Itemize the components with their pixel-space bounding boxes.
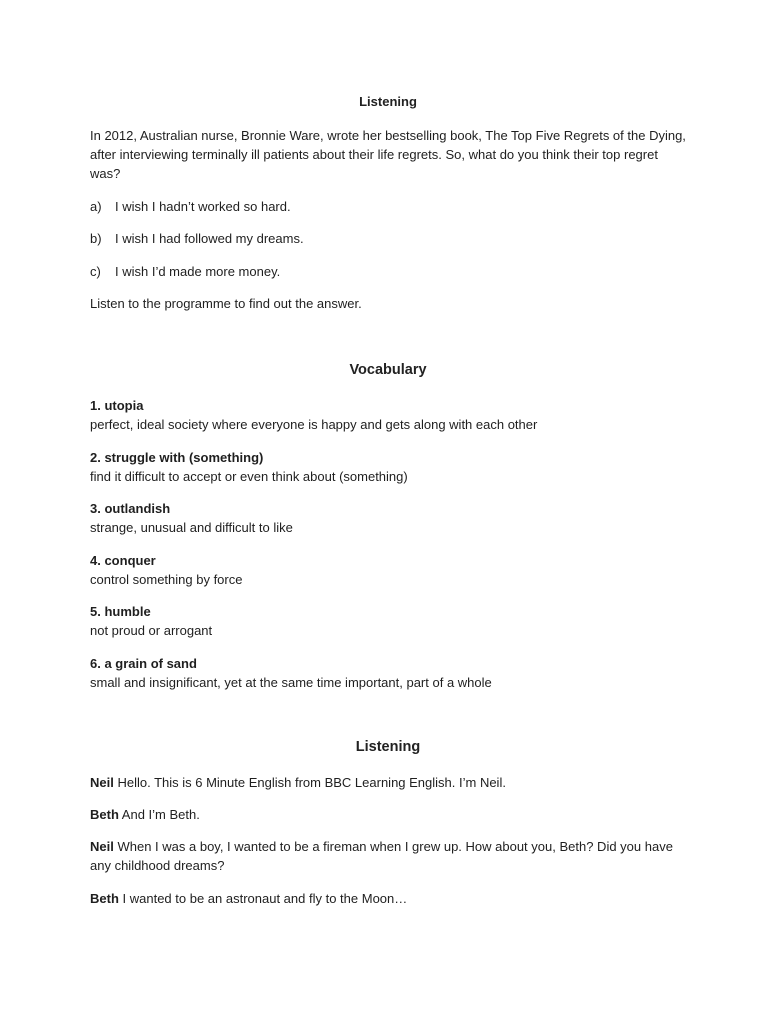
vocab-definition: find it difficult to accept or even think about (something): [90, 469, 408, 484]
vocab-term: 3. outlandish: [90, 501, 171, 516]
option-letter: b): [90, 231, 102, 246]
vocab-term: 2. struggle with (something): [90, 450, 264, 465]
option-letter: c): [90, 264, 101, 279]
option-text: I wish I had followed my dreams.: [115, 231, 304, 246]
intro-paragraph: In 2012, Australian nurse, Bronnie Ware, wrote her bestselling book, The Top Five Regrets of the Dying, after interviewing terminally ill patients about their life regrets. So, what do you think their top regret was?: [90, 128, 686, 181]
option-c: [90, 262, 280, 281]
section-heading-listening: Listening: [359, 94, 417, 109]
vocab-definition: small and insignificant, yet at the same time important, part of a whole: [90, 675, 492, 690]
vocab-item: [90, 499, 686, 537]
vocab-item: [90, 551, 686, 589]
option-letter: a): [90, 199, 102, 214]
dialogue-line: [90, 805, 686, 824]
vocab-definition: not proud or arrogant: [90, 623, 213, 638]
speaker-name: Neil: [90, 839, 114, 854]
vocab-definition: strange, unusual and difficult to like: [90, 520, 293, 535]
vocab-item: [90, 654, 686, 692]
vocab-item: [90, 448, 686, 486]
vocab-term: 1. utopia: [90, 398, 144, 413]
option-text: I wish I hadn’t worked so hard.: [115, 199, 291, 214]
vocab-term: 4. conquer: [90, 553, 156, 568]
instruction-text: Listen to the programme to find out the answer.: [90, 296, 362, 311]
vocab-term: 5. humble: [90, 604, 151, 619]
speaker-name: Beth: [90, 891, 119, 906]
dialogue-line: [90, 889, 686, 908]
vocab-item: [90, 396, 686, 434]
vocab-term: 6. a grain of sand: [90, 656, 197, 671]
vocab-item: [90, 602, 686, 640]
section-heading-listening-2: Listening: [355, 739, 421, 755]
vocab-definition: control something by force: [90, 572, 243, 587]
speaker-name: Neil: [90, 775, 114, 790]
document-page: [90, 0, 686, 1024]
dialogue-line: [90, 773, 686, 792]
dialogue-text: I wanted to be an astronaut and fly to the Moon…: [122, 891, 408, 906]
option-text: I wish I’d made more money.: [115, 264, 281, 279]
dialogue-text: When I was a boy, I wanted to be a fireman when I grew up. How about you, Beth? Did you have any childhood dreams?: [90, 839, 673, 873]
dialogue-line: [90, 837, 686, 875]
option-b: [90, 229, 304, 248]
vocab-definition: perfect, ideal society where everyone is happy and gets along with each other: [90, 417, 538, 432]
option-a: [90, 197, 291, 216]
dialogue-text: Hello. This is 6 Minute English from BBC Learning English. I’m Neil.: [117, 775, 506, 790]
speaker-name: Beth: [90, 807, 119, 822]
section-heading-vocabulary: Vocabulary: [349, 362, 427, 378]
dialogue-text: And I’m Beth.: [121, 807, 200, 822]
